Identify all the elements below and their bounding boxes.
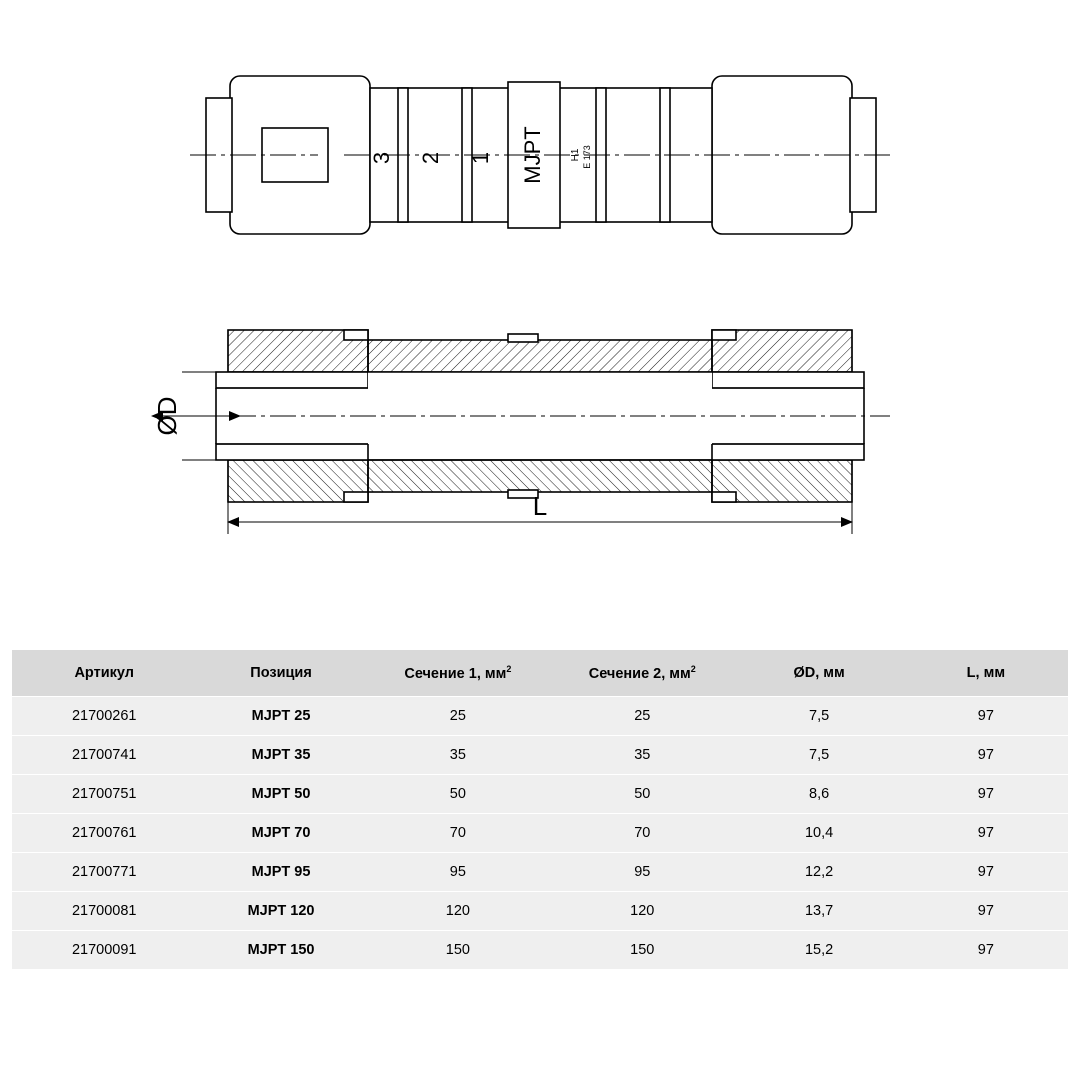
cell-diameter: 13,7	[734, 891, 903, 930]
cell-section2: 50	[550, 774, 734, 813]
cell-length: 97	[904, 930, 1068, 969]
cell-article: 21700771	[12, 852, 196, 891]
label-band-3: 3	[369, 151, 394, 165]
cell-diameter: 10,4	[734, 813, 903, 852]
cell-section1: 70	[366, 813, 550, 852]
cell-article: 21700081	[12, 891, 196, 930]
length-label: L	[532, 491, 548, 521]
cell-position: MJPT 70	[196, 813, 365, 852]
cell-length: 97	[904, 735, 1068, 774]
cell-article: 21700751	[12, 774, 196, 813]
specs-table-container	[12, 650, 1068, 969]
label-band-1: 1	[468, 151, 493, 165]
cell-length: 97	[904, 696, 1068, 735]
label-band-2: 2	[418, 151, 443, 165]
cell-section2: 70	[550, 813, 734, 852]
specs-table	[12, 650, 1068, 969]
table-row	[12, 735, 1068, 774]
cell-position: MJPT 25	[196, 696, 365, 735]
header-diameter: ØD, мм	[734, 650, 903, 696]
cell-article: 21700741	[12, 735, 196, 774]
cell-section1: 150	[366, 930, 550, 969]
header-section2	[550, 650, 734, 696]
cell-section2: 95	[550, 852, 734, 891]
cell-section1: 25	[366, 696, 550, 735]
cell-section1: 35	[366, 735, 550, 774]
table-row	[12, 930, 1068, 969]
cell-length: 97	[904, 774, 1068, 813]
table-row	[12, 774, 1068, 813]
table-row	[12, 891, 1068, 930]
label-brand: MJPT	[520, 126, 545, 184]
cell-section2: 25	[550, 696, 734, 735]
specs-table-body	[12, 696, 1068, 969]
cell-diameter: 15,2	[734, 930, 903, 969]
cell-diameter: 7,5	[734, 735, 903, 774]
header-section2-text: Сечение 2, мм	[588, 665, 691, 682]
header-article: Артикул	[12, 650, 196, 696]
label-marking-h1: H1	[570, 148, 581, 162]
cell-diameter: 12,2	[734, 852, 903, 891]
header-position: Позиция	[196, 650, 365, 696]
label-marking-e173: E 173	[582, 145, 592, 169]
cell-position: MJPT 120	[196, 891, 365, 930]
cell-section1: 120	[366, 891, 550, 930]
cell-section1: 95	[366, 852, 550, 891]
cell-article: 21700091	[12, 930, 196, 969]
header-section2-sup: 2	[690, 664, 696, 674]
specs-table-head	[12, 650, 1068, 696]
cell-position: MJPT 35	[196, 735, 365, 774]
cell-diameter: 7,5	[734, 696, 903, 735]
cell-article: 21700761	[12, 813, 196, 852]
table-row	[12, 813, 1068, 852]
cell-diameter: 8,6	[734, 774, 903, 813]
diameter-label: ØD	[152, 396, 182, 436]
header-section1	[366, 650, 550, 696]
header-section1-sup: 2	[506, 664, 512, 674]
cell-article: 21700261	[12, 696, 196, 735]
header-length: L, мм	[904, 650, 1068, 696]
header-section1-text: Сечение 1, мм	[404, 665, 507, 682]
cell-section2: 120	[550, 891, 734, 930]
cell-section1: 50	[366, 774, 550, 813]
cell-length: 97	[904, 813, 1068, 852]
table-row	[12, 696, 1068, 735]
cell-position: MJPT 150	[196, 930, 365, 969]
cell-position: MJPT 95	[196, 852, 365, 891]
cell-position: MJPT 50	[196, 774, 365, 813]
cell-length: 97	[904, 852, 1068, 891]
cell-length: 97	[904, 891, 1068, 930]
cell-section2: 35	[550, 735, 734, 774]
specs-header-row	[12, 650, 1068, 696]
cell-section2: 150	[550, 930, 734, 969]
table-row	[12, 852, 1068, 891]
